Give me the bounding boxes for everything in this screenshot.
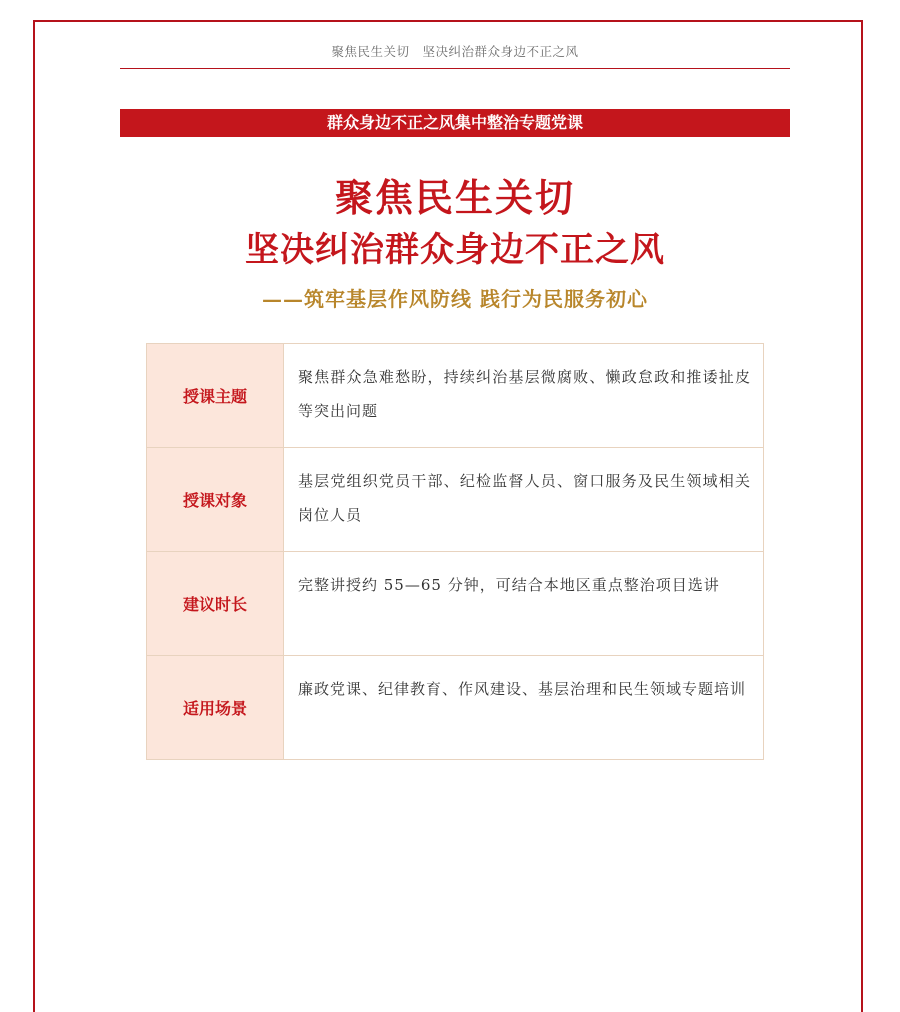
- row-value: 聚焦群众急难愁盼，持续纠治基层微腐败、懒政怠政和推诿扯皮等突出问题: [284, 344, 764, 448]
- course-info-table: [146, 343, 764, 760]
- table-row: [147, 656, 764, 760]
- table-row: [147, 552, 764, 656]
- subtitle: ——筑牢基层作风防线 践行为民服务初心: [262, 287, 648, 311]
- row-label: 建议时长: [147, 552, 284, 656]
- main-title-line-2: 坚决纠治群众身边不正之风: [245, 230, 665, 270]
- row-value: 完整讲授约 55—65 分钟，可结合本地区重点整治项目选讲: [284, 552, 764, 656]
- row-value: 基层党组织党员干部、纪检监督人员、窗口服务及民生领域相关岗位人员: [284, 448, 764, 552]
- main-title-line-1: 聚焦民生关切: [334, 176, 575, 220]
- header-divider: [120, 68, 790, 69]
- topic-banner: 群众身边不正之风集中整治专题党课: [120, 109, 790, 137]
- row-value: 廉政党课、纪律教育、作风建设、基层治理和民生领域专题培训: [284, 656, 764, 760]
- row-label: 适用场景: [147, 656, 284, 760]
- row-label: 授课主题: [147, 344, 284, 448]
- running-header: 聚焦民生关切 坚决纠治群众身边不正之风: [331, 44, 579, 59]
- table-row: [147, 448, 764, 552]
- row-label: 授课对象: [147, 448, 284, 552]
- table-row: [147, 344, 764, 448]
